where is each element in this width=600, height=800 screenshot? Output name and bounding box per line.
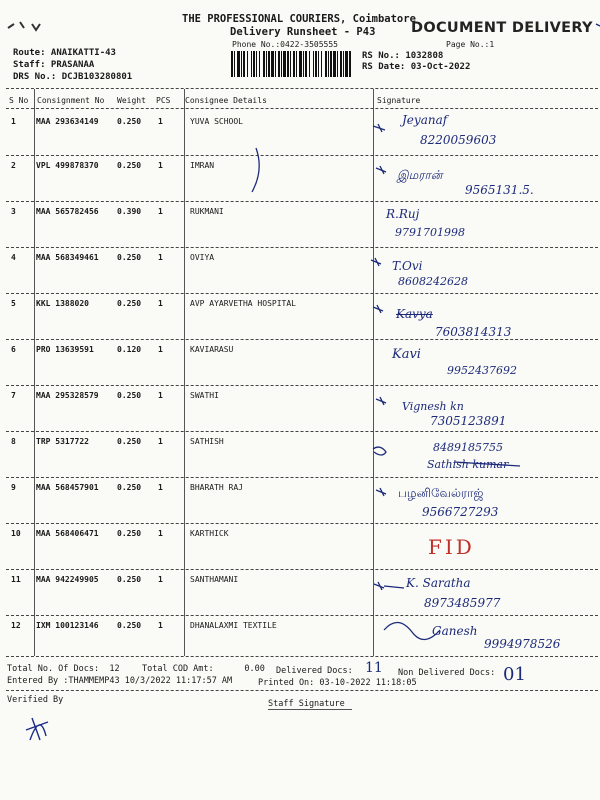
route: Route: ANAIKATTI-43 bbox=[13, 48, 116, 58]
row-consignment: MAA 942249905 bbox=[36, 575, 99, 584]
row-pcs: 1 bbox=[158, 483, 163, 492]
signature-name: R.Ruj bbox=[386, 207, 420, 221]
signature-phone: 7305123891 bbox=[430, 414, 507, 428]
row-weight: 0.250 bbox=[117, 391, 142, 400]
signature-phone: 7603814313 bbox=[435, 325, 512, 339]
document-delivery-stamp: DOCUMENT DELIVERY bbox=[411, 20, 593, 36]
row-weight: 0.250 bbox=[117, 161, 142, 170]
row-weight: 0.250 bbox=[117, 621, 142, 630]
row-consignment: KKL 1388020 bbox=[36, 299, 89, 308]
signature-name: Jeyanaf bbox=[402, 113, 448, 127]
row-sno: 11 bbox=[11, 575, 21, 584]
total-docs: Total No. Of Docs: 12 bbox=[7, 664, 120, 674]
row-weight: 0.250 bbox=[117, 117, 142, 126]
row-consignee: RUKMANI bbox=[190, 207, 224, 216]
row-pcs: 1 bbox=[158, 437, 163, 446]
printed-on: Printed On: 03-10-2022 11:18:05 bbox=[258, 678, 417, 688]
row-sno: 12 bbox=[11, 621, 21, 630]
row-sno: 1 bbox=[11, 117, 16, 126]
row-consignee: YUVA SCHOOL bbox=[190, 117, 243, 126]
rs-date: RS Date: 03-Oct-2022 bbox=[362, 62, 471, 72]
row-sno: 4 bbox=[11, 253, 16, 262]
row-consignee: KARTHICK bbox=[190, 529, 229, 538]
row-weight: 0.250 bbox=[117, 575, 142, 584]
row-weight: 0.250 bbox=[117, 483, 142, 492]
row-consignment: VPL 499878370 bbox=[36, 161, 99, 170]
row-pcs: 1 bbox=[158, 161, 163, 170]
entered-by: Entered By :THAMMEMP43 10/3/2022 11:17:57 AM bbox=[7, 676, 233, 686]
non-delivered-docs-value: 01 bbox=[503, 664, 526, 685]
row-consignee: SATHISH bbox=[190, 437, 224, 446]
row-consignment: MAA 565782456 bbox=[36, 207, 99, 216]
row-sno: 3 bbox=[11, 207, 16, 216]
row-consignee: OVIYA bbox=[190, 253, 215, 262]
row-consignment: MAA 568406471 bbox=[36, 529, 99, 538]
non-delivered-docs-label: Non Delivered Docs: bbox=[398, 668, 496, 678]
signature-name: K. Saratha bbox=[406, 576, 471, 590]
row-sno: 10 bbox=[11, 529, 21, 538]
signature-phone: 8489185755 bbox=[433, 441, 503, 454]
signature-phone: 8220059603 bbox=[420, 133, 497, 147]
signature-phone: 9994978526 bbox=[484, 637, 561, 651]
page-number: Page No.:1 bbox=[446, 40, 495, 49]
signature-name: T.Ovi bbox=[392, 259, 423, 273]
signature-phone: 8608242628 bbox=[398, 275, 468, 288]
row-pcs: 1 bbox=[158, 575, 163, 584]
row-pcs: 1 bbox=[158, 117, 163, 126]
signature-phone: 9952437692 bbox=[447, 364, 517, 377]
row-consignment: MAA 293634149 bbox=[36, 117, 99, 126]
row-consignee: AVP AYARVETHA HOSPITAL bbox=[190, 299, 296, 308]
row-pcs: 1 bbox=[158, 529, 163, 538]
signature-name: இமரான் bbox=[397, 168, 443, 182]
drs-number: DRS No.: DCJB103280801 bbox=[13, 72, 133, 82]
row-sno: 8 bbox=[11, 437, 16, 446]
row-consignment: IXM 100123146 bbox=[36, 621, 99, 630]
row-consignee: BHARATH RAJ bbox=[190, 483, 243, 492]
total-cod: Total COD Amt: 0.00 bbox=[142, 664, 265, 674]
row-weight: 0.250 bbox=[117, 299, 142, 308]
row-sno: 6 bbox=[11, 345, 16, 354]
col-sno: S No bbox=[9, 96, 29, 105]
row-pcs: 1 bbox=[158, 621, 163, 630]
row-sno: 7 bbox=[11, 391, 16, 400]
company-name: THE PROFESSIONAL COURIERS, Coimbatore bbox=[182, 13, 416, 25]
staff: Staff: PRASANAA bbox=[13, 60, 95, 70]
row-pcs: 1 bbox=[158, 207, 163, 216]
signature-phone: 9566727293 bbox=[422, 505, 499, 519]
signature-name: Vignesh kn bbox=[402, 400, 464, 413]
signature-phone: 9791701998 bbox=[395, 226, 465, 239]
rs-number: RS No.: 1032808 bbox=[362, 51, 444, 61]
row-consignee: SANTHAMANI bbox=[190, 575, 239, 584]
signature-name: Ganesh bbox=[432, 624, 478, 638]
delivered-docs-label: Delivered Docs: bbox=[276, 666, 353, 676]
col-consignment: Consignment No bbox=[37, 96, 105, 105]
row-sno: 5 bbox=[11, 299, 16, 308]
row-consignment: MAA 295328579 bbox=[36, 391, 99, 400]
fid-mark: FID bbox=[428, 535, 475, 559]
row-pcs: 1 bbox=[158, 391, 163, 400]
row-consignee: KAVIARASU bbox=[190, 345, 234, 354]
signature-name: Kavi bbox=[392, 347, 421, 362]
signature-name: பழனிவேல்ராஜ் bbox=[398, 486, 484, 500]
col-weight: Weight bbox=[117, 96, 146, 105]
col-signature: Signature bbox=[377, 96, 421, 105]
delivered-docs-value: 11 bbox=[365, 660, 383, 676]
col-pcs: PCS bbox=[156, 96, 171, 105]
col-consignee: Consignee Details bbox=[185, 96, 267, 105]
row-pcs: 1 bbox=[158, 253, 163, 262]
sheet-title: Delivery Runsheet - P43 bbox=[230, 26, 376, 38]
row-consignment: MAA 568457901 bbox=[36, 483, 99, 492]
row-weight: 0.250 bbox=[117, 437, 142, 446]
signature-name: Sathish kumar bbox=[427, 458, 509, 471]
row-weight: 0.390 bbox=[117, 207, 142, 216]
row-consignment: TRP 5317722 bbox=[36, 437, 89, 446]
verified-by: Verified By bbox=[7, 695, 64, 705]
row-weight: 0.120 bbox=[117, 345, 142, 354]
row-sno: 2 bbox=[11, 161, 16, 170]
row-consignment: MAA 568349461 bbox=[36, 253, 99, 262]
signature-name: Kavya bbox=[396, 307, 433, 321]
row-consignee: SWATHI bbox=[190, 391, 219, 400]
row-weight: 0.250 bbox=[117, 253, 142, 262]
staff-signature: Staff Signature bbox=[268, 699, 345, 709]
row-consignment: PRO 13639591 bbox=[36, 345, 94, 354]
phone-number: Phone No.:0422-3505555 bbox=[232, 40, 338, 49]
row-weight: 0.250 bbox=[117, 529, 142, 538]
row-consignee: IMRAN bbox=[190, 161, 215, 170]
row-pcs: 1 bbox=[158, 299, 163, 308]
row-sno: 9 bbox=[11, 483, 16, 492]
signature-phone: 8973485977 bbox=[424, 596, 501, 610]
row-consignee: DHANALAXMI TEXTILE bbox=[190, 621, 277, 630]
row-pcs: 1 bbox=[158, 345, 163, 354]
signature-phone: 9565131.5. bbox=[465, 183, 534, 197]
